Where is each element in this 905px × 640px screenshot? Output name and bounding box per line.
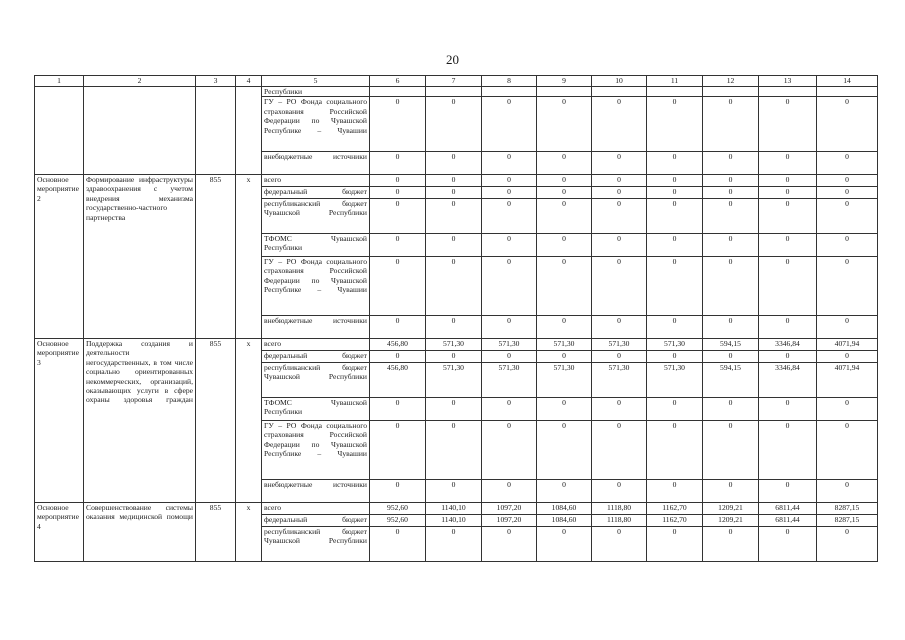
value-cell: 0	[482, 152, 537, 175]
value-cell: 0	[703, 233, 759, 256]
value-cell: 0	[759, 174, 817, 186]
event-name-cell: Поддержка создания и деятельности негосударственных, в том числе социально ориентированных некоммерческих, организаций, оказывающих услуги в сфере охраны здоровья граждан	[84, 338, 196, 502]
value-cell: 571,30	[426, 338, 482, 350]
event-cell: Основное мероприятие 4	[35, 502, 84, 561]
value-cell: 0	[537, 397, 592, 420]
table-row	[35, 174, 878, 186]
value-cell: 4071,94	[817, 338, 878, 350]
value-cell: 0	[759, 420, 817, 479]
source-cell: внебюджетные источники	[262, 479, 370, 502]
value-cell: 0	[426, 420, 482, 479]
column-header: 1	[35, 76, 84, 87]
value-cell: 0	[759, 186, 817, 198]
value-cell: 0	[482, 174, 537, 186]
value-cell: 571,30	[592, 362, 647, 397]
column-header: 13	[759, 76, 817, 87]
value-cell: 0	[592, 526, 647, 561]
value-cell: 0	[759, 526, 817, 561]
source-cell: внебюджетные источники	[262, 315, 370, 338]
empty-cell	[84, 152, 196, 175]
source-cell: республиканский бюджет Чувашской Республики	[262, 526, 370, 561]
header-row	[35, 76, 878, 87]
value-cell: 0	[703, 420, 759, 479]
value-cell: 1140,10	[426, 502, 482, 514]
value-cell: 0	[482, 526, 537, 561]
source-cell: ТФОМС Чувашской Республики	[262, 233, 370, 256]
column-header: 6	[370, 76, 426, 87]
value-cell: 0	[426, 350, 482, 362]
empty-cell	[703, 87, 759, 97]
code-cell: 855	[196, 174, 236, 338]
column-header: 2	[84, 76, 196, 87]
value-cell: 0	[426, 526, 482, 561]
value-cell: 0	[537, 97, 592, 152]
value-cell: 0	[817, 186, 878, 198]
value-cell: 0	[703, 97, 759, 152]
column-header: 11	[647, 76, 703, 87]
value-cell: 0	[592, 479, 647, 502]
value-cell: 0	[370, 97, 426, 152]
source-cell: республиканский бюджет Чувашской Республики	[262, 198, 370, 233]
event-cell: Основное мероприятие 3	[35, 338, 84, 502]
value-cell: 571,30	[537, 362, 592, 397]
value-cell: 0	[703, 256, 759, 315]
value-cell: 0	[817, 97, 878, 152]
source-cell: федеральный бюджет	[262, 186, 370, 198]
value-cell: 0	[482, 397, 537, 420]
value-cell: 1209,21	[703, 502, 759, 514]
empty-cell	[196, 97, 236, 152]
value-cell: 571,30	[592, 338, 647, 350]
value-cell: 0	[592, 152, 647, 175]
source-cell: ГУ – РО Фонда социального страхования Российской Федерации по Чувашской Республике – Чувашии	[262, 420, 370, 479]
empty-cell	[35, 152, 84, 175]
value-cell: 0	[537, 420, 592, 479]
column-header: 7	[426, 76, 482, 87]
value-cell: 456,80	[370, 362, 426, 397]
value-cell: 0	[426, 174, 482, 186]
value-cell: 0	[703, 198, 759, 233]
column-header: 5	[262, 76, 370, 87]
column-header: 14	[817, 76, 878, 87]
empty-cell	[236, 97, 262, 152]
source-cell: всего	[262, 338, 370, 350]
value-cell: 0	[426, 397, 482, 420]
value-cell: 0	[759, 315, 817, 338]
value-cell: 0	[426, 97, 482, 152]
value-cell: 0	[592, 397, 647, 420]
empty-cell	[482, 87, 537, 97]
value-cell: 0	[703, 479, 759, 502]
value-cell: 0	[703, 526, 759, 561]
source-cell: всего	[262, 174, 370, 186]
value-cell: 571,30	[537, 338, 592, 350]
value-cell: 0	[370, 174, 426, 186]
empty-cell	[84, 87, 196, 97]
column-header: 8	[482, 76, 537, 87]
empty-cell	[592, 87, 647, 97]
value-cell: 1118,80	[592, 514, 647, 526]
value-cell: 0	[817, 350, 878, 362]
source-cell: ТФОМС Чувашской Республики	[262, 397, 370, 420]
value-cell: 0	[817, 198, 878, 233]
value-cell: 0	[759, 350, 817, 362]
code-cell: х	[236, 338, 262, 502]
value-cell: 0	[482, 315, 537, 338]
value-cell: 0	[703, 174, 759, 186]
source-cell: Республики	[262, 87, 370, 97]
value-cell: 0	[759, 479, 817, 502]
value-cell: 0	[647, 350, 703, 362]
value-cell: 1097,20	[482, 502, 537, 514]
value-cell: 0	[647, 186, 703, 198]
value-cell: 0	[647, 152, 703, 175]
value-cell: 0	[817, 233, 878, 256]
value-cell: 0	[482, 420, 537, 479]
empty-cell	[196, 87, 236, 97]
value-cell: 0	[592, 350, 647, 362]
value-cell: 8287,15	[817, 514, 878, 526]
table-row	[35, 97, 878, 152]
empty-cell	[647, 87, 703, 97]
empty-cell	[35, 87, 84, 97]
value-cell: 0	[482, 256, 537, 315]
value-cell: 0	[370, 479, 426, 502]
value-cell: 0	[817, 479, 878, 502]
value-cell: 0	[482, 350, 537, 362]
code-cell: 855	[196, 338, 236, 502]
value-cell: 0	[426, 315, 482, 338]
value-cell: 0	[817, 174, 878, 186]
source-cell: внебюджетные источники	[262, 152, 370, 175]
value-cell: 1084,60	[537, 514, 592, 526]
empty-cell	[236, 152, 262, 175]
source-cell: федеральный бюджет	[262, 350, 370, 362]
value-cell: 0	[647, 198, 703, 233]
value-cell: 0	[817, 397, 878, 420]
value-cell: 571,30	[647, 362, 703, 397]
source-cell: республиканский бюджет Чувашской Республики	[262, 362, 370, 397]
value-cell: 0	[817, 420, 878, 479]
code-cell: 855	[196, 502, 236, 561]
table-row	[35, 338, 878, 350]
value-cell: 0	[370, 233, 426, 256]
value-cell: 0	[759, 397, 817, 420]
value-cell: 0	[537, 315, 592, 338]
value-cell: 0	[647, 397, 703, 420]
value-cell: 0	[592, 198, 647, 233]
value-cell: 0	[426, 479, 482, 502]
column-header: 3	[196, 76, 236, 87]
value-cell: 0	[592, 420, 647, 479]
column-header: 10	[592, 76, 647, 87]
value-cell: 0	[482, 233, 537, 256]
source-cell: всего	[262, 502, 370, 514]
value-cell: 0	[370, 350, 426, 362]
value-cell: 0	[647, 315, 703, 338]
value-cell: 0	[703, 152, 759, 175]
column-header: 12	[703, 76, 759, 87]
value-cell: 0	[647, 174, 703, 186]
value-cell: 0	[647, 479, 703, 502]
event-name-cell: Формирование инфраструктуры здравоохранения с учетом внедрения механизма государственно-частного партнерства	[84, 174, 196, 338]
value-cell: 0	[370, 152, 426, 175]
value-cell: 0	[370, 315, 426, 338]
value-cell: 0	[817, 315, 878, 338]
value-cell: 0	[537, 198, 592, 233]
event-name-cell: Совершенствование системы оказания медицинской помощи	[84, 502, 196, 561]
value-cell: 571,30	[426, 362, 482, 397]
value-cell: 571,30	[647, 338, 703, 350]
value-cell: 0	[817, 526, 878, 561]
value-cell: 0	[426, 198, 482, 233]
empty-cell	[759, 87, 817, 97]
value-cell: 6811,44	[759, 514, 817, 526]
value-cell: 1140,10	[426, 514, 482, 526]
value-cell: 0	[370, 397, 426, 420]
value-cell: 0	[370, 256, 426, 315]
value-cell: 8287,15	[817, 502, 878, 514]
value-cell: 0	[759, 152, 817, 175]
value-cell: 0	[537, 174, 592, 186]
empty-cell	[817, 87, 878, 97]
value-cell: 0	[537, 152, 592, 175]
value-cell: 0	[370, 526, 426, 561]
value-cell: 0	[482, 198, 537, 233]
empty-cell	[537, 87, 592, 97]
value-cell: 3346,84	[759, 362, 817, 397]
empty-cell	[35, 97, 84, 152]
value-cell: 0	[703, 397, 759, 420]
value-cell: 0	[592, 174, 647, 186]
value-cell: 952,60	[370, 502, 426, 514]
empty-cell	[84, 97, 196, 152]
value-cell: 0	[592, 233, 647, 256]
empty-cell	[236, 87, 262, 97]
value-cell: 0	[592, 256, 647, 315]
value-cell: 0	[647, 97, 703, 152]
event-cell: Основное мероприятие 2	[35, 174, 84, 338]
empty-cell	[370, 87, 426, 97]
value-cell: 0	[759, 198, 817, 233]
value-cell: 594,15	[703, 362, 759, 397]
empty-cell	[426, 87, 482, 97]
value-cell: 0	[592, 315, 647, 338]
budget-table	[34, 75, 878, 562]
value-cell: 0	[370, 420, 426, 479]
value-cell: 4071,94	[817, 362, 878, 397]
source-cell: ГУ – РО Фонда социального страхования Российской Федерации по Чувашской Республике – Чувашии	[262, 256, 370, 315]
page-number: 20	[446, 52, 459, 67]
value-cell: 0	[817, 256, 878, 315]
value-cell: 0	[647, 233, 703, 256]
value-cell: 3346,84	[759, 338, 817, 350]
value-cell: 594,15	[703, 338, 759, 350]
value-cell: 0	[537, 350, 592, 362]
value-cell: 0	[537, 256, 592, 315]
value-cell: 0	[537, 186, 592, 198]
value-cell: 571,30	[482, 338, 537, 350]
value-cell: 0	[482, 186, 537, 198]
value-cell: 0	[703, 350, 759, 362]
value-cell: 0	[537, 479, 592, 502]
value-cell: 0	[592, 186, 647, 198]
value-cell: 1084,60	[537, 502, 592, 514]
value-cell: 0	[647, 256, 703, 315]
table-row	[35, 502, 878, 514]
column-header: 4	[236, 76, 262, 87]
value-cell: 571,30	[482, 362, 537, 397]
value-cell: 0	[703, 186, 759, 198]
value-cell: 0	[537, 526, 592, 561]
value-cell: 0	[537, 233, 592, 256]
value-cell: 0	[759, 233, 817, 256]
value-cell: 0	[370, 186, 426, 198]
value-cell: 0	[482, 479, 537, 502]
value-cell: 0	[817, 152, 878, 175]
source-cell: ГУ – РО Фонда социального страхования Российской Федерации по Чувашской Республике – Чувашии	[262, 97, 370, 152]
continuation-tail-row	[35, 87, 878, 97]
value-cell: 0	[370, 198, 426, 233]
value-cell: 1162,70	[647, 514, 703, 526]
source-cell: федеральный бюджет	[262, 514, 370, 526]
value-cell: 1209,21	[703, 514, 759, 526]
value-cell: 0	[482, 97, 537, 152]
value-cell: 0	[426, 186, 482, 198]
value-cell: 0	[592, 97, 647, 152]
value-cell: 0	[703, 315, 759, 338]
value-cell: 0	[426, 233, 482, 256]
value-cell: 1118,80	[592, 502, 647, 514]
column-header: 9	[537, 76, 592, 87]
value-cell: 0	[647, 526, 703, 561]
value-cell: 952,60	[370, 514, 426, 526]
table-row	[35, 152, 878, 175]
empty-cell	[196, 152, 236, 175]
value-cell: 0	[426, 256, 482, 315]
value-cell: 6811,44	[759, 502, 817, 514]
value-cell: 0	[426, 152, 482, 175]
value-cell: 0	[759, 97, 817, 152]
code-cell: х	[236, 502, 262, 561]
value-cell: 0	[647, 420, 703, 479]
code-cell: х	[236, 174, 262, 338]
value-cell: 1097,20	[482, 514, 537, 526]
value-cell: 0	[759, 256, 817, 315]
value-cell: 456,80	[370, 338, 426, 350]
value-cell: 1162,70	[647, 502, 703, 514]
